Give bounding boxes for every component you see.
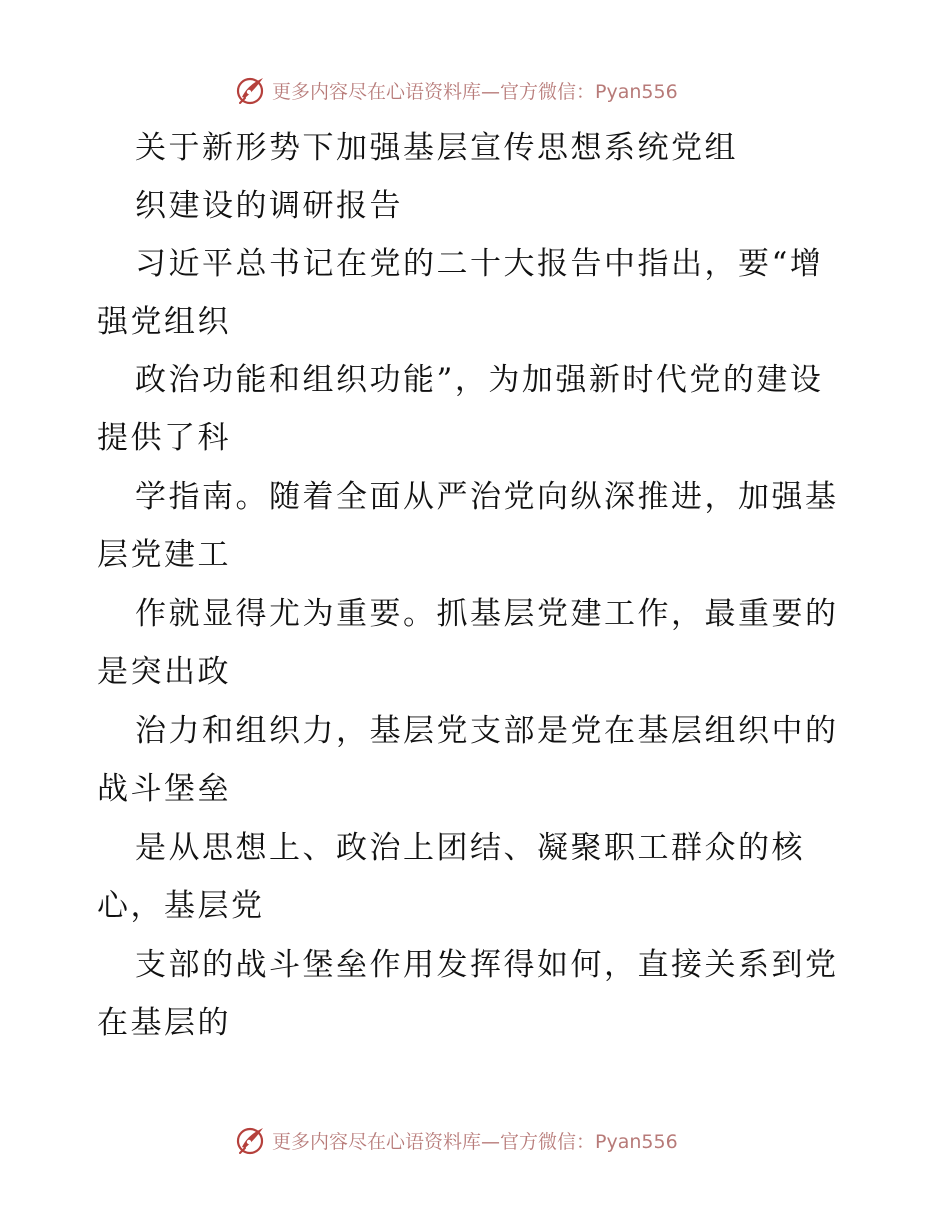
body-line: 心，基层党 [97, 888, 265, 924]
body-line: 是突出政 [97, 654, 231, 690]
body-line: 治力和组织力，基层党支部是党在基层组织中的 [135, 713, 839, 749]
body-line: 支部的战斗堡垒作用发挥得如何，直接关系到党 [135, 947, 839, 983]
footer-banner [236, 1122, 716, 1158]
body-line: 政治功能和组织功能”，为加强新时代党的建设 [135, 362, 824, 398]
body-line: 学指南。随着全面从严治党向纵深推进，加强基 [135, 479, 839, 515]
header-banner-text: 更多内容尽在心语资料库—官方微信：Pyan556 [272, 80, 678, 103]
body-line: 习近平总书记在党的二十大报告中指出，要“增 [135, 246, 824, 282]
body-line: 层党建工 [97, 537, 231, 573]
title-line-2: 织建设的调研报告 [135, 188, 403, 224]
body-line: 强党组织 [97, 304, 231, 340]
footer-banner-text: 更多内容尽在心语资料库—官方微信：Pyan556 [272, 1130, 678, 1153]
feather-pen-seal-icon [236, 1125, 266, 1155]
body-line: 作就显得尤为重要。抓基层党建工作，最重要的 [135, 596, 839, 632]
title-line-1: 关于新形势下加强基层宣传思想系统党组 [135, 130, 738, 166]
body-line: 提供了科 [97, 420, 231, 456]
body-line: 战斗堡垒 [97, 771, 231, 807]
body-line: 在基层的 [97, 1005, 231, 1041]
body-line: 是从思想上、政治上团结、凝聚职工群众的核 [135, 830, 805, 866]
